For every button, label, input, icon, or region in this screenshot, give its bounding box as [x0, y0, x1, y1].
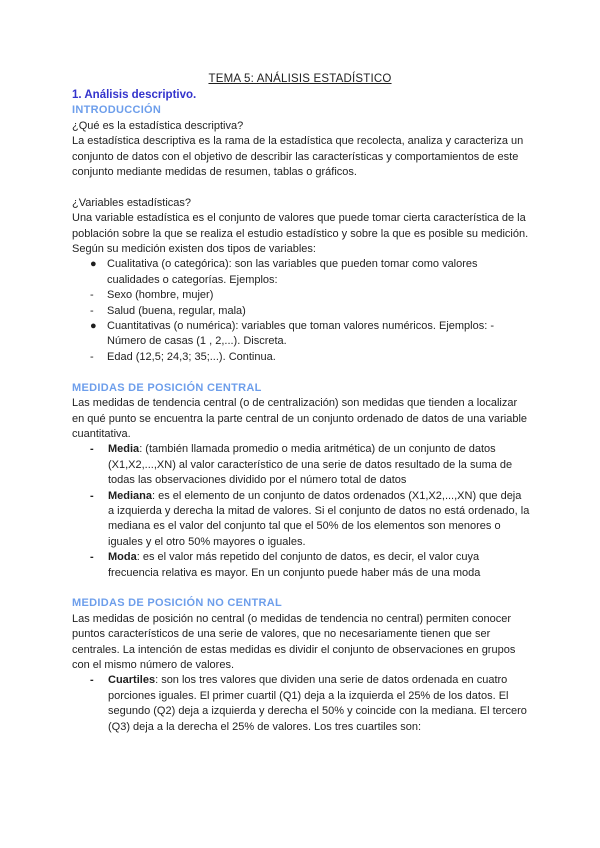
list-item: - Media: (también llamada promedio o media aritmética) de un conjunto de datos (X1,X2,...,XN) al valor característico de una serie de datos resultado de la suma de todas las observaciones dividido por el número total de datos [90, 443, 513, 487]
variable-types-list [72, 257, 530, 365]
central-measures-list [72, 442, 530, 581]
document-body [72, 88, 530, 735]
list-item: - Edad (12,5; 24,3; 35;...). Continua. [90, 350, 276, 363]
intro-question-2: ¿Variables estadísticas? [72, 196, 192, 209]
intro-question-1: ¿Qué es la estadística descriptiva? [72, 119, 244, 132]
list-item: - Salud (buena, regular, mala) [90, 304, 246, 317]
intro-paragraph-3: Según su medición existen dos tipos de variables: [72, 243, 316, 256]
document-title: TEMA 5: ANÁLISIS ESTADÍSTICO [208, 73, 392, 85]
noncentral-measures-list [72, 673, 530, 735]
list-item: - Mediana: es el elemento de un conjunto de datos ordenados (X1,X2,...,XN) que deja a izquierda y derecha la mitad de valores. Si el conjunto de datos no está ordenado, la mediana es el valor del conjunto tal que el 50% de los elementos son menores o iguales y el otro 50% mayores o iguales. [90, 489, 530, 548]
list-item: - Sexo (hombre, mujer) [90, 289, 214, 302]
section-heading: 1. Análisis descriptivo. [72, 89, 197, 101]
list-item: ● Cualitativa (o categórica): son las variables que pueden tomar como valores cualidades o categorías. Ejemplos: [90, 258, 478, 286]
intro-paragraph-1: La estadística descriptiva es la rama de la estadística que recolecta, analiza y caracteriza un conjunto de datos con el objetivo de describir las características y comportamientos de este conjunto mediante medidas de resumen, tablas o gráficos. [72, 135, 524, 179]
list-item: ● Cuantitativas (o numérica): variables que toman valores numéricos. Ejemplos: -Número de casas (1 , 2,...). Discreta. [90, 320, 494, 348]
noncentral-heading: MEDIDAS DE POSICIÓN NO CENTRAL [72, 597, 283, 610]
intro-heading: INTRODUCCIÓN [72, 104, 162, 117]
intro-paragraph-2: Una variable estadística es el conjunto de valores que puede tomar cierta característica de la población sobre la que se realiza el estudio estadístico y sobre la que es posible su medición. [72, 212, 529, 240]
list-item: - Moda: es el valor más repetido del conjunto de datos, es decir, el valor cuya frecuencia relativa es mayor. En un conjunto puede haber más de una moda [90, 551, 481, 579]
central-heading: MEDIDAS DE POSICIÓN CENTRAL [72, 381, 262, 394]
central-paragraph: Las medidas de tendencia central (o de centralización) son medidas que tienden a localizar en qué punto se encuentra la parte central de un conjunto ordenado de datos de una variable cuantitativa. [72, 397, 528, 440]
noncentral-paragraph: Las medidas de posición no central (o medidas de tendencia no central) permiten conocer puntos característicos de una serie de valores, que no necesariamente tienen que ser centrales. La intención de estas medidas es dividir el conjunto de observaciones en grupos con el mismo número de valores. [72, 612, 516, 671]
list-item: - Cuartiles: son los tres valores que dividen una serie de datos ordenada en cuatro porciones iguales. El primer cuartil (Q1) deja a la izquierda el 25% de los datos. El segundo (Q2) deja a izquierda y derecha el 50% y coincide con la mediana. El tercero (Q3) deja a la derecha el 25% de valores. Los tres cuartiles son: [90, 674, 527, 733]
